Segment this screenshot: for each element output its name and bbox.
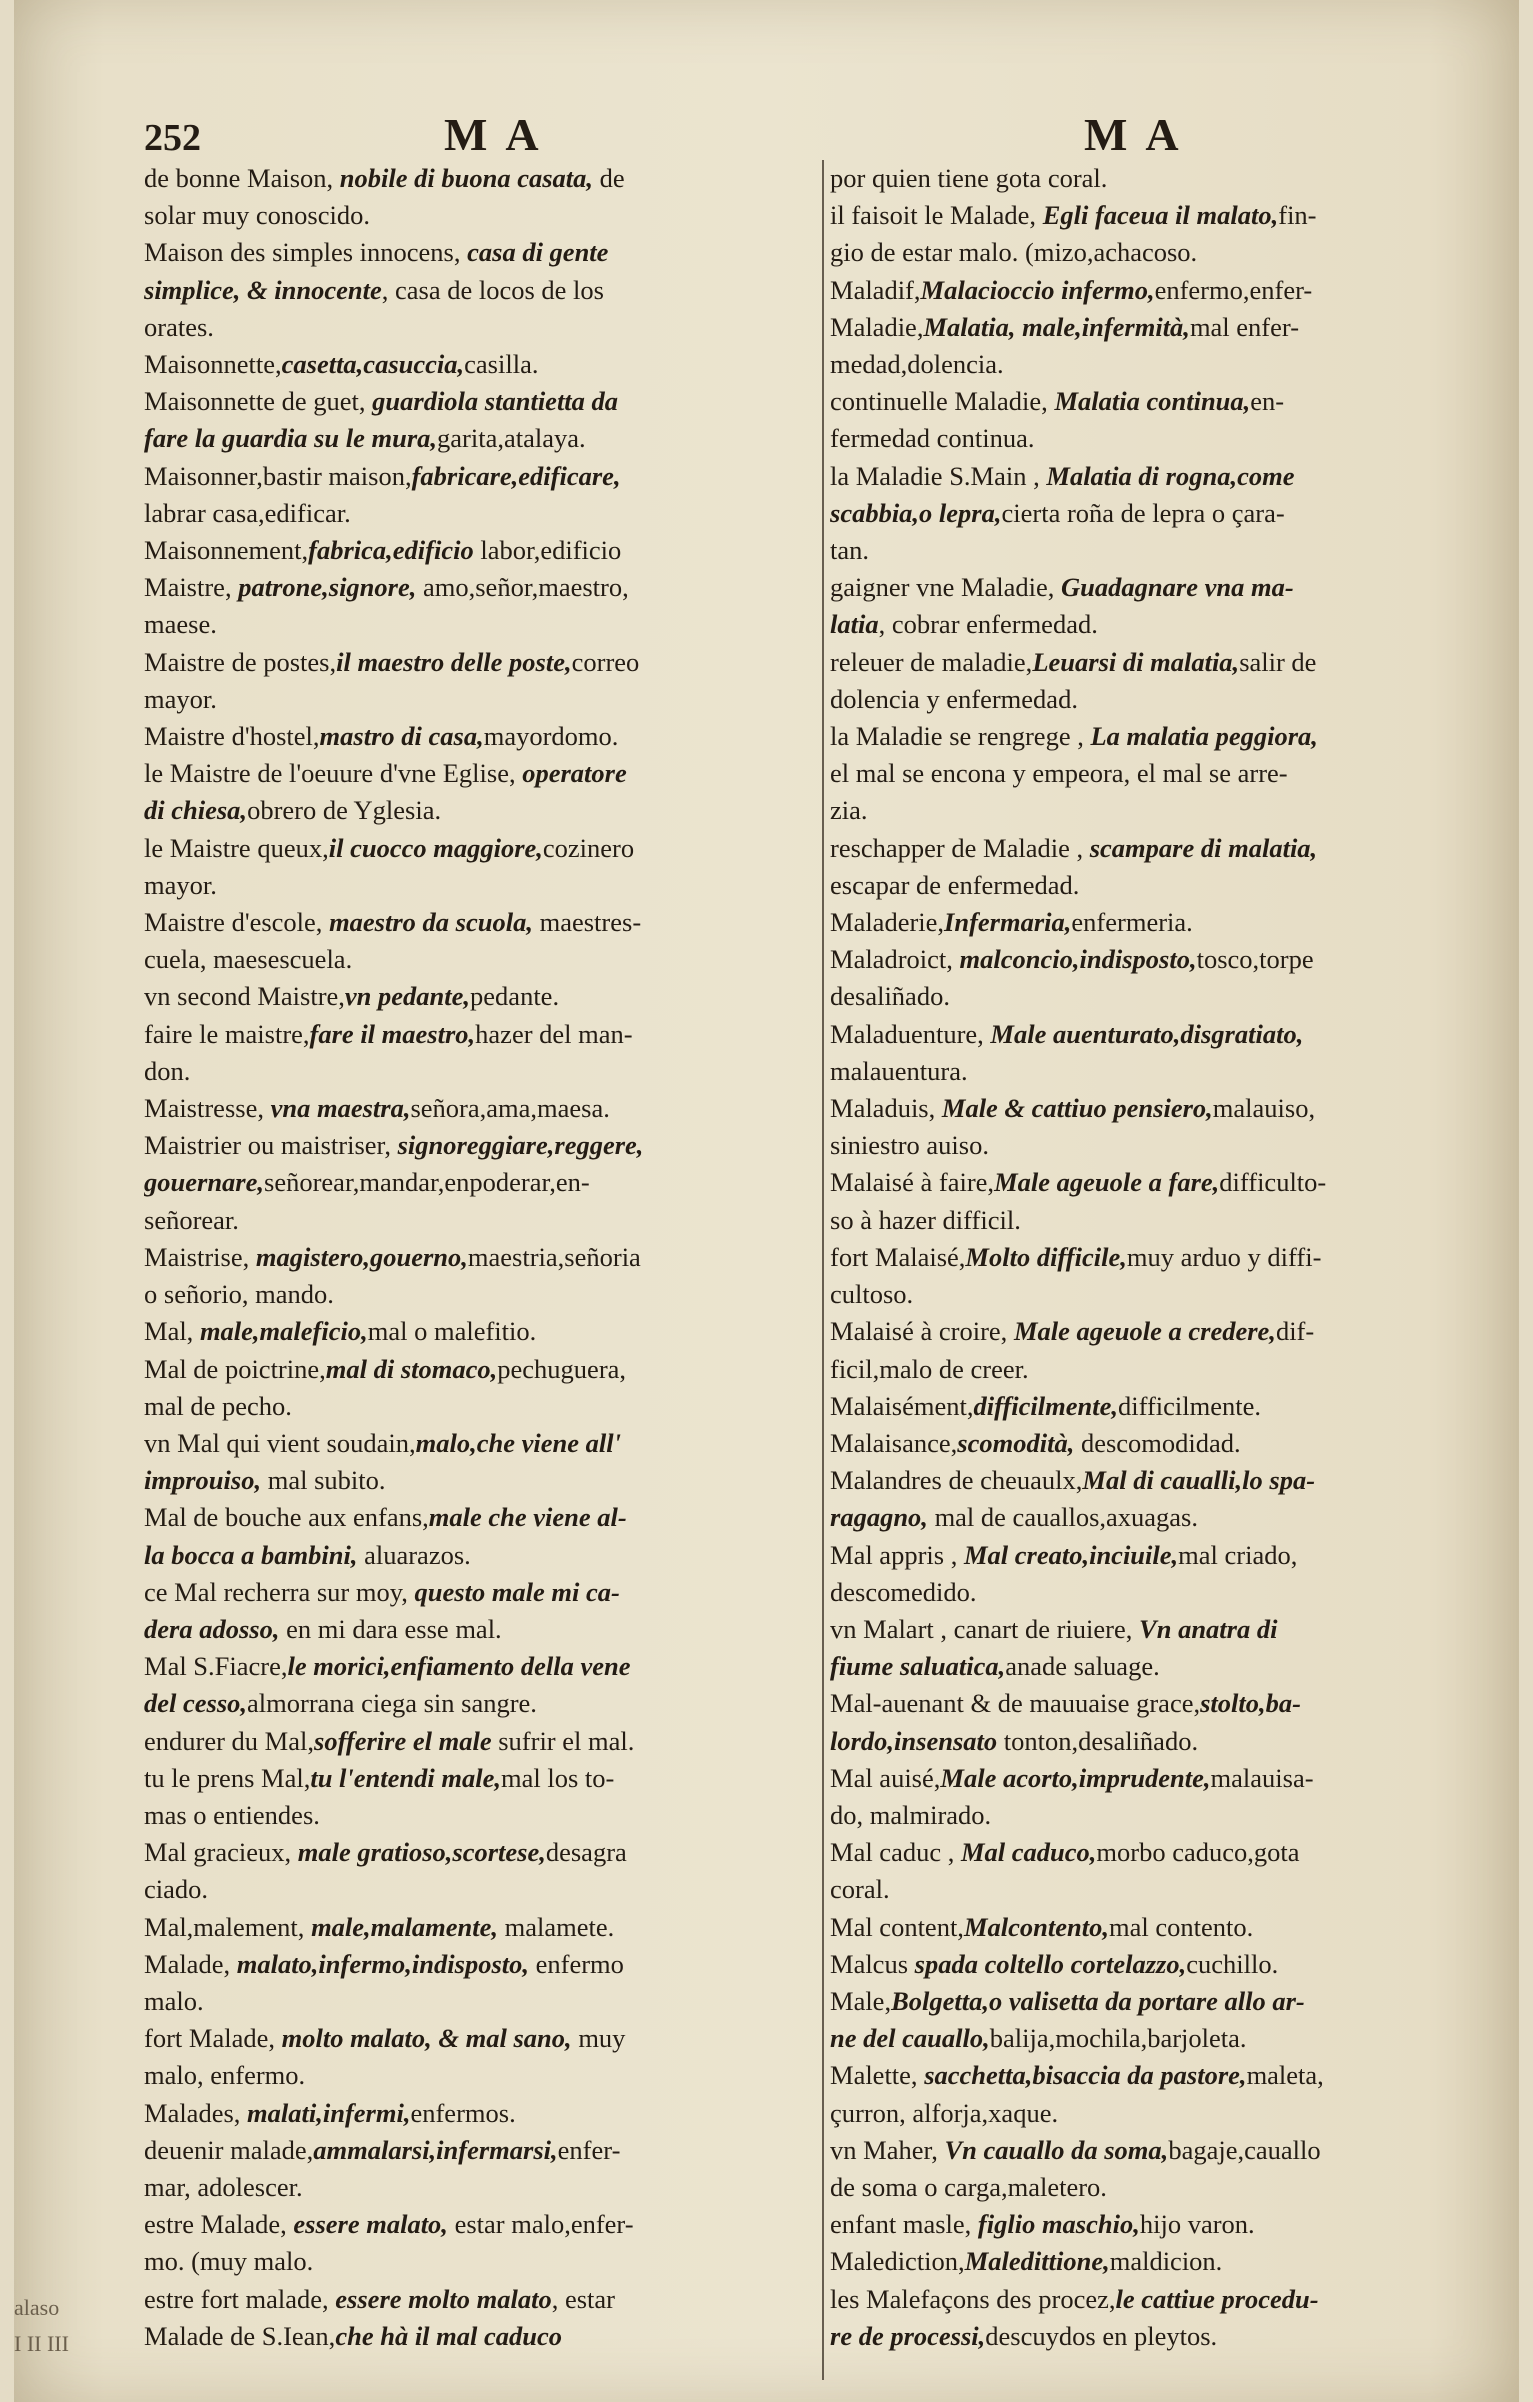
- dictionary-line: Male,Bolgetta,o valisetta da portare allo ar-: [830, 1985, 1305, 2016]
- dictionary-line: vn Mal qui vient soudain,malo,che viene all': [144, 1427, 621, 1458]
- dictionary-line: scabbia,o lepra,cierta roña de lepra o çara-: [830, 497, 1285, 528]
- dictionary-line: ne del cauallo,balija,mochila,barjoleta.: [830, 2023, 1247, 2054]
- dictionary-line: faire le maistre,fare il maestro,hazer del man-: [144, 1018, 633, 1049]
- running-head-right: MA: [1084, 109, 1197, 160]
- dictionary-line: estre Malade, essere malato, estar malo,enfer-: [144, 2209, 634, 2240]
- dictionary-line: ciado.: [144, 1874, 209, 1905]
- dictionary-line: Malaisé à croire, Male ageuole a credere,dif-: [830, 1316, 1315, 1347]
- dictionary-line: estre fort malade, essere molto malato, estar: [144, 2283, 615, 2314]
- dictionary-line: do, malmirado.: [830, 1799, 992, 1830]
- dictionary-line: señorear.: [144, 1204, 239, 1235]
- dictionary-line: coral.: [830, 1874, 890, 1905]
- dictionary-line: Mal S.Fiacre,le morici,enfiamento della vene: [144, 1651, 631, 1682]
- dictionary-line: la Maladie S.Main , Malatia di rogna,come: [830, 460, 1295, 491]
- dictionary-line: Mal de bouche aux enfans,male che viene al-: [144, 1502, 627, 1533]
- dictionary-line: les Malefaçons des procez,le cattiue procedu-: [830, 2283, 1319, 2314]
- dictionary-line: enfant masle, figlio maschio,hijo varon.: [830, 2209, 1255, 2240]
- dictionary-line: Malette, sacchetta,bisaccia da pastore,maleta,: [830, 2060, 1324, 2091]
- dictionary-line: latia, cobrar enfermedad.: [830, 609, 1098, 640]
- dictionary-line: vn second Maistre,vn pedante,pedante.: [144, 981, 560, 1012]
- dictionary-line: tu le prens Mal,tu l'entendi male,mal los to-: [144, 1762, 615, 1793]
- dictionary-line: por quien tiene gota coral.: [830, 163, 1108, 193]
- dictionary-line: del cesso,almorrana ciega sin sangre.: [144, 1688, 537, 1719]
- dictionary-line: Maistrise, magistero,gouerno,maestria,señoria: [144, 1241, 641, 1272]
- dictionary-line: mal de pecho.: [144, 1390, 292, 1421]
- dictionary-line: mas o entiendes.: [144, 1799, 320, 1830]
- page-header: [14, 108, 1519, 168]
- dictionary-line: Malediction,Maledittione,maldicion.: [830, 2246, 1223, 2277]
- dictionary-line: lordo,insensato tonton,desaliñado.: [830, 1725, 1199, 1756]
- dictionary-line: fort Malaisé,Molto difficile,muy arduo y diffi-: [830, 1241, 1322, 1272]
- dictionary-line: ragagno, mal de cauallos,axuagas.: [830, 1502, 1198, 1533]
- dictionary-line: Mal de poictrine,mal di stomaco,pechuguera,: [144, 1353, 627, 1384]
- dictionary-line: la bocca a bambini, aluarazos.: [144, 1539, 471, 1570]
- dictionary-line: solar muy conoscido.: [144, 200, 370, 231]
- dictionary-line: reschapper de Maladie , scampare di malatia,: [830, 832, 1318, 863]
- dictionary-line: Maladuenture, Male auenturato,disgratiato,: [830, 1018, 1304, 1049]
- dictionary-line: Maison des simples innocens, casa di gente: [144, 237, 609, 268]
- dictionary-line: Malaisément,difficilmente,difficilmente.: [830, 1390, 1262, 1421]
- dictionary-line: Maladuis, Male & cattiuo pensiero,malauiso,: [830, 1093, 1316, 1124]
- dictionary-line: Malade de S.Iean,che hà il mal caduco: [144, 2320, 563, 2351]
- dictionary-line: vn Maher, Vn cauallo da soma,bagaje,cauallo: [830, 2134, 1321, 2165]
- dictionary-line: el mal se encona y empeora, el mal se arre-: [830, 758, 1288, 789]
- dictionary-line: descomedido.: [830, 1576, 977, 1607]
- dictionary-line: tan.: [830, 535, 869, 566]
- dictionary-line: o señorio, mando.: [144, 1279, 334, 1310]
- facing-page-edge-text: [14, 2290, 134, 2390]
- book-page: [14, 0, 1519, 2402]
- dictionary-line: zia.: [830, 795, 868, 826]
- dictionary-line: Malaisance,scomodità, descomodidad.: [830, 1427, 1241, 1458]
- dictionary-line: mo. (muy malo.: [144, 2246, 314, 2277]
- dictionary-line: fare la guardia su le mura,garita,atalaya.: [144, 423, 586, 454]
- dictionary-line: maese.: [144, 609, 217, 640]
- dictionary-line: Malade, malato,infermo,indisposto, enfermo: [144, 1948, 624, 1979]
- dictionary-line: mayor.: [144, 869, 217, 900]
- dictionary-line: Maistrier ou maistriser, signoreggiare,reggere,: [144, 1130, 644, 1161]
- dictionary-line: gouernare,señorear,mandar,enpoderar,en-: [144, 1167, 590, 1198]
- dictionary-line: desaliñado.: [830, 981, 950, 1012]
- dictionary-line: di chiesa,obrero de Yglesia.: [144, 795, 442, 826]
- dictionary-line: orates.: [144, 311, 214, 342]
- dictionary-line: Malades, malati,infermi,enfermos.: [144, 2097, 516, 2128]
- dictionary-line: fort Malade, molto malato, & mal sano, muy: [144, 2023, 626, 2054]
- dictionary-line: Maistre, patrone,signore, amo,señor,maestro,: [144, 572, 629, 603]
- dictionary-line: Maistre de postes,il maestro delle poste,correo: [144, 646, 640, 677]
- dictionary-line: Maladie,Malatia, male,infermità,mal enfer-: [830, 311, 1300, 342]
- dictionary-line: continuelle Maladie, Malatia continua,en-: [830, 386, 1285, 417]
- dictionary-line: cultoso.: [830, 1279, 914, 1310]
- edge-text-line: alaso: [14, 2295, 60, 2320]
- dictionary-line: mar, adolescer.: [144, 2171, 303, 2202]
- dictionary-line: gaigner vne Maladie, Guadagnare vna ma-: [830, 572, 1294, 603]
- dictionary-line: Maisonner,bastir maison,fabricare,edificare,: [144, 460, 621, 491]
- dictionary-line: le Maistre queux,il cuocco maggiore,cozinero: [144, 832, 635, 863]
- dictionary-line: vn Malart , canart de riuiere, Vn anatra di: [830, 1613, 1278, 1644]
- dictionary-line: Maisonnette,casetta,casuccia,casilla.: [144, 349, 539, 380]
- dictionary-line: Mal caduc , Mal caduco,morbo caduco,gota: [830, 1837, 1300, 1868]
- dictionary-line: ficil,malo de creer.: [830, 1353, 1029, 1384]
- dictionary-line: Malandres de cheuaulx,Mal di caualli,lo spa-: [830, 1465, 1316, 1496]
- dictionary-line: Malcus spada coltello cortelazzo,cuchillo.: [830, 1948, 1279, 1979]
- dictionary-line: Maistresse, vna maestra,señora,ama,maesa.: [144, 1093, 610, 1124]
- dictionary-line: ce Mal recherra sur moy, questo male mi ca-: [144, 1576, 620, 1607]
- dictionary-line: releuer de maladie,Leuarsi di malatia,salir de: [830, 646, 1317, 677]
- left-column: [144, 160, 814, 2380]
- dictionary-line: Maladerie,Infermaria,enfermeria.: [830, 907, 1193, 938]
- dictionary-line: simplice, & innocente, casa de locos de los: [144, 274, 604, 305]
- dictionary-line: Maisonnette de guet, guardiola stantietta da: [144, 386, 619, 417]
- dictionary-line: Mal auisé,Male acorto,imprudente,malauisa-: [830, 1762, 1314, 1793]
- dictionary-line: fermedad continua.: [830, 423, 1035, 454]
- dictionary-line: de soma o carga,maletero.: [830, 2171, 1107, 2202]
- dictionary-line: malo, enfermo.: [144, 2060, 306, 2091]
- dictionary-line: de bonne Maison, nobile di buona casata, de: [144, 163, 625, 193]
- column-rule: [822, 160, 824, 2380]
- dictionary-line: le Maistre de l'oeuure d'vne Eglise, operatore: [144, 758, 627, 789]
- dictionary-line: Malaisé à faire,Male ageuole a fare,difficulto-: [830, 1167, 1327, 1198]
- dictionary-line: malauentura.: [830, 1055, 968, 1086]
- dictionary-line: endurer du Mal,sofferire el male sufrir el mal.: [144, 1725, 635, 1756]
- dictionary-line: Mal content,Malcontento,mal contento.: [830, 1911, 1254, 1942]
- dictionary-line: Maladif,Malacioccio infermo,enfermo,enfer-: [830, 274, 1313, 305]
- dictionary-line: deuenir malade,ammalarsi,infermarsi,enfer-: [144, 2134, 621, 2165]
- dictionary-line: la Maladie se rengrege , La malatia peggiora,: [830, 721, 1318, 752]
- dictionary-line: siniestro auiso.: [830, 1130, 989, 1161]
- dictionary-line: labrar casa,edificar.: [144, 497, 351, 528]
- dictionary-line: Mal, male,maleficio,mal o malefitio.: [144, 1316, 537, 1347]
- dictionary-line: so à hazer difficil.: [830, 1204, 1021, 1235]
- dictionary-line: cuela, maesescuela.: [144, 944, 353, 975]
- dictionary-line: Maistre d'escole, maestro da scuola, maestres-: [144, 907, 642, 938]
- dictionary-line: Mal appris , Mal creato,inciuile,mal criado,: [830, 1539, 1298, 1570]
- dictionary-line: medad,dolencia.: [830, 349, 1004, 380]
- dictionary-line: gio de estar malo. (mizo,achacoso.: [830, 237, 1198, 268]
- dictionary-line: dera adosso, en mi dara esse mal.: [144, 1613, 502, 1644]
- dictionary-line: escapar de enfermedad.: [830, 869, 1080, 900]
- dictionary-line: çurron, alforja,xaque.: [830, 2097, 1059, 2128]
- dictionary-line: improuiso, mal subito.: [144, 1465, 386, 1496]
- dictionary-line: mayor.: [144, 683, 217, 714]
- running-head-left: MA: [444, 109, 557, 160]
- dictionary-line: don.: [144, 1055, 191, 1086]
- dictionary-line: il faisoit le Malade, Egli faceua il malato,fin-: [830, 200, 1317, 231]
- dictionary-line: Mal,malement, male,malamente, malamete.: [144, 1911, 615, 1942]
- dictionary-line: Maistre d'hostel,mastro di casa,mayordomo.: [144, 721, 619, 752]
- dictionary-line: malo.: [144, 1985, 204, 2016]
- dictionary-line: Mal gracieux, male gratioso,scortese,desagra: [144, 1837, 627, 1868]
- right-column: [830, 160, 1502, 2380]
- dictionary-line: Mal-auenant & de mauuaise grace,stolto,ba-: [830, 1688, 1301, 1719]
- dictionary-line: fiume saluatica,anade saluage.: [830, 1651, 1160, 1682]
- dictionary-line: Maisonnement,fabrica,edificio labor,edificio: [144, 535, 622, 566]
- dictionary-line: re de processi,descuydos en pleytos.: [830, 2320, 1218, 2351]
- dictionary-line: dolencia y enfermedad.: [830, 683, 1078, 714]
- edge-text-line: I II III: [14, 2331, 69, 2356]
- page-number: 252: [144, 117, 201, 159]
- dictionary-line: Maladroict, malconcio,indisposto,tosco,torpe: [830, 944, 1314, 975]
